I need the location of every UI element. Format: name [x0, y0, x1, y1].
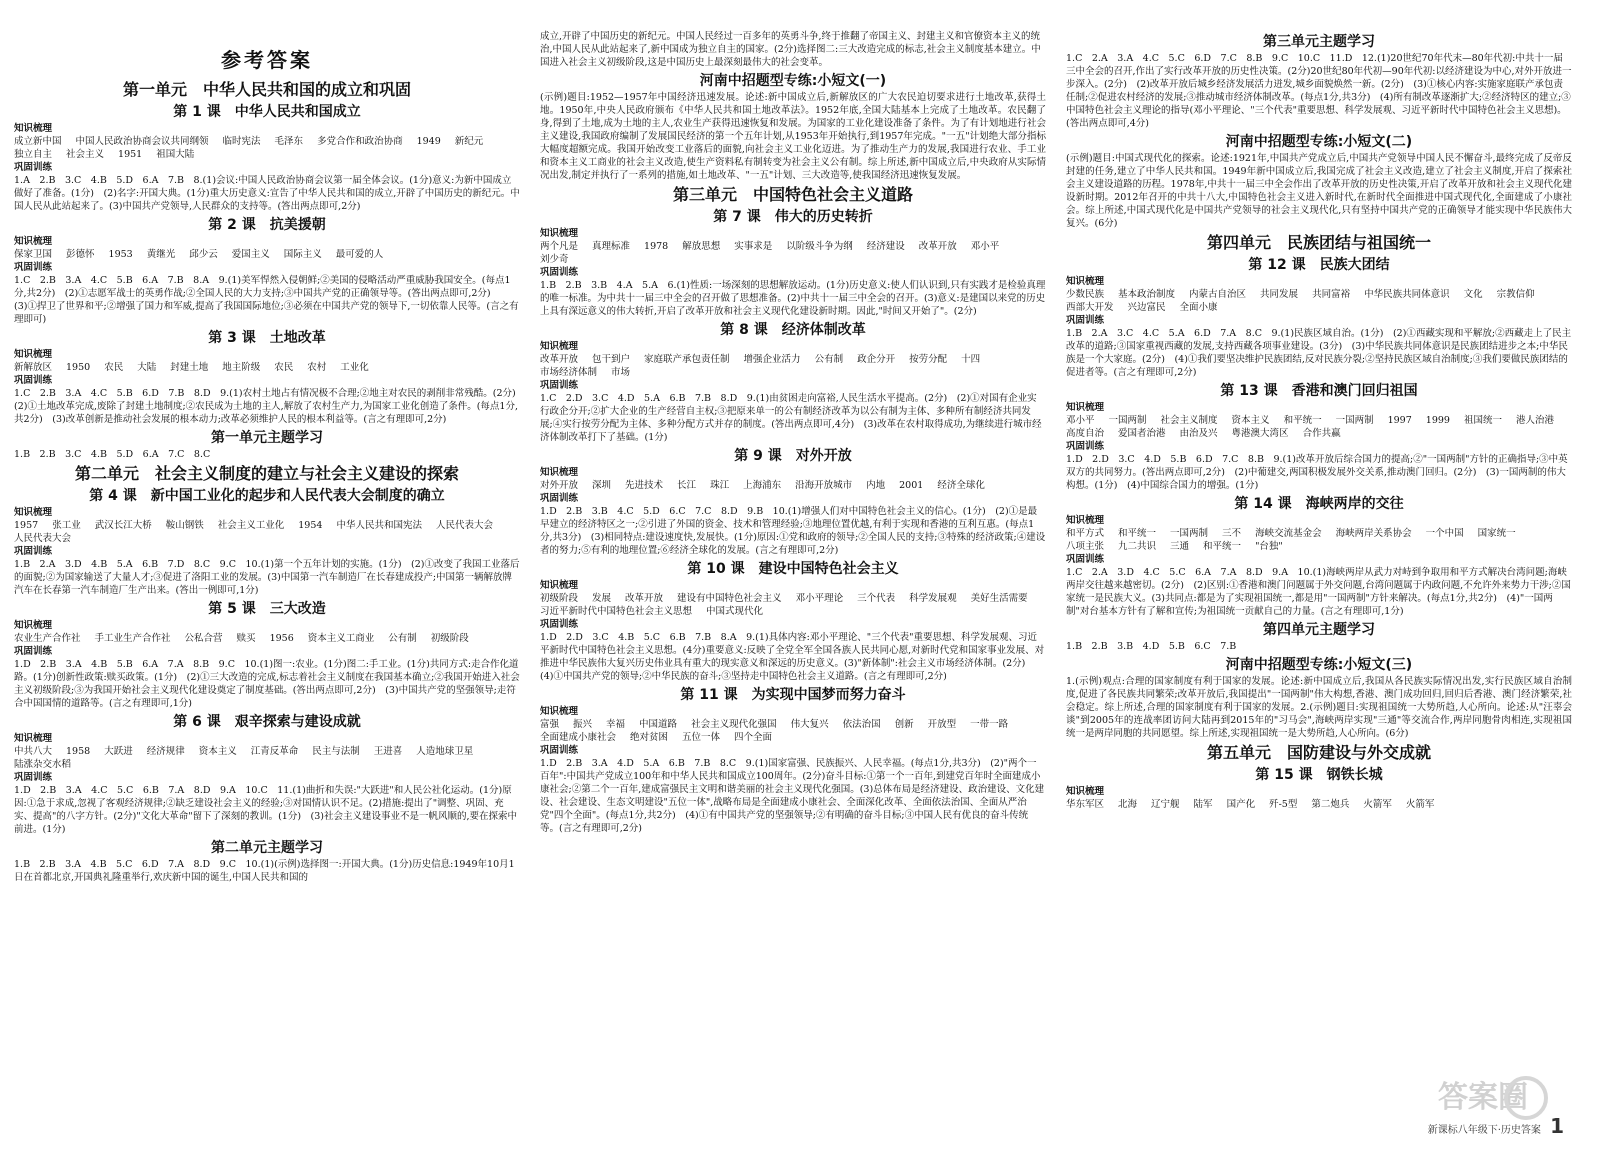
lesson-3-knowledge-label: 知识梳理 [14, 349, 53, 360]
term: 经济建设 [866, 241, 905, 252]
unit-1-heading: 第一单元 中华人民共和国的成立和巩固 [122, 80, 411, 99]
term: 中共八大 [14, 746, 53, 757]
term: 1958 [66, 746, 91, 757]
term: 资本主义 [1231, 415, 1270, 426]
term: "台独" [1255, 541, 1283, 552]
lesson-12-knowledge-label: 知识梳理 [1066, 276, 1105, 287]
unit-3-review-title: 第三单元主题学习 [1263, 34, 1375, 50]
term: 和平统一 [1203, 541, 1242, 552]
term: 1953 [108, 249, 133, 260]
term: 高度自治 [1066, 428, 1105, 439]
lesson-12-terms [1066, 288, 1572, 314]
term: 经济规律 [146, 746, 185, 757]
doc-title: 参考答案 [221, 48, 313, 72]
term: 发展 [592, 593, 612, 604]
lesson-14-terms [1066, 527, 1572, 553]
term: 解放思想 [682, 241, 721, 252]
term: 1951 [118, 149, 143, 160]
page-number: 1 [1550, 1114, 1564, 1138]
term: 最可爱的人 [335, 249, 384, 260]
term: 陆涨杂交水稻 [14, 759, 72, 770]
term: 幸福 [606, 719, 626, 730]
zhongkao-essay-3-body: 1.(示例)观点:合理的国家制度有利于国家的发展。论述:新中国成立后,我国从各民族实际情况出发,实行民族区域自治制度,促进了各民族共同繁荣;改革开放后,我国提出"一国两制"伟大构想,香港、澳门成功回归,回归后香港、澳门经济繁荣,社会稳定。综上所述,合理的国家制度有利于国家的发展。2.(示例)题目:实现祖国统一大势所趋,人心所向。论述:从"汪辜会谈"到2005年的连战率团访问大陆再到2015年的"习马会",海峡两岸实现"三通"等交流合作,两岸同胞骨肉相连,实现祖国统一是两岸同胞的共同愿望。综上所述,实现祖国统一是大势所趋,人心所向。(6分) [1066, 676, 1572, 739]
term: 先进技术 [625, 480, 664, 491]
term: 改革开放 [918, 241, 957, 252]
lesson-1-title: 第 1 课 中华人民共和国成立 [173, 104, 361, 120]
lesson-13-title: 第 13 课 香港和澳门回归祖国 [1220, 383, 1418, 399]
term: 毛泽东 [274, 136, 304, 147]
term: 家庭联产承包责任制 [644, 354, 730, 365]
unit-1-review-title: 第一单元主题学习 [211, 430, 323, 446]
term: 以阶级斗争为纲 [786, 241, 853, 252]
term: 按劳分配 [909, 354, 948, 365]
lesson-11-title: 第 11 课 为实现中国梦而努力奋斗 [680, 687, 906, 703]
term: 临时宪法 [222, 136, 261, 147]
term: 邓小平理论 [795, 593, 844, 604]
term: 新解放区 [14, 362, 53, 373]
lesson-3-terms [14, 361, 520, 374]
term: 独立自主 [14, 149, 53, 160]
lesson-14-answers: 1.C 2.A 3.D 4.C 5.C 6.A 7.A 8.D 9.A 10.(1)海峡两岸从武力对峙到争取用和平方式解决台湾问题;海峡两岸交往越来越密切。(2分) (2)区别:①香港和澳门问题属于外交问题,台湾问题属于内政问题,不允许外来势力干涉;②国家统一是民族大义。(3)共同点:都是为了实现祖国统一,都是用"一国两制"方针来解决。(每点1分,共2分) (4)"一国两制"对台基本方针有了解和宣传;为祖国统一贡献自己的力量。(言之有理即可,1分) [1066, 567, 1571, 617]
term: 三不 [1222, 528, 1242, 539]
term: 资本主义工商业 [307, 633, 375, 644]
term: 封建土地 [170, 362, 209, 373]
term: 国产化 [1226, 799, 1256, 810]
lesson-5-practice-label: 巩固训练 [14, 646, 53, 657]
term: 民主与法制 [312, 746, 360, 757]
footer-label: 新课标八年级下·历史答案 [1427, 1125, 1541, 1136]
lesson-9-title: 第 9 课 对外开放 [734, 448, 852, 464]
term: 市场 [611, 367, 631, 378]
lesson-3-practice-label: 巩固训练 [14, 375, 53, 386]
lesson-13-answers: 1.D 2.D 3.C 4.D 5.B 6.D 7.C 8.B 9.(1)改革开放后综合国力的提高;②"一国两制"方针的正确指导;③中英双方的共同努力。(答出两点即可,2分) (2)中葡建交,两国积极发展外交关系,推动澳门回归。(2分) (3)一国两制的伟大构想。(1分) (4)中国综合国力的增强。(1分) [1066, 454, 1568, 491]
term: 公有制 [814, 354, 844, 365]
lesson-10-terms [540, 592, 1046, 618]
term: 赎买 [236, 633, 256, 644]
term: 建设有中国特色社会主义 [677, 593, 782, 604]
term: 刘少奇 [540, 254, 569, 265]
lesson-15-knowledge-label: 知识梳理 [1066, 786, 1105, 797]
term: 歼-5型 [1269, 799, 1298, 810]
term: 沿海开放城市 [795, 480, 853, 491]
term: 公有制 [388, 633, 417, 644]
term: 1954 [298, 520, 323, 531]
lesson-1-knowledge-label: 知识梳理 [14, 123, 53, 134]
term: 农民 [274, 362, 294, 373]
term: 增强企业活力 [743, 354, 801, 365]
term: 多党合作和政治协商 [317, 136, 403, 147]
lesson-14-title: 第 14 课 海峡两岸的交往 [1234, 496, 1404, 512]
term: 邓小平 [1066, 415, 1095, 426]
unit-4-heading: 第四单元 民族团结与祖国统一 [1206, 233, 1431, 252]
term: 共同富裕 [1312, 289, 1351, 300]
term: 市场经济体制 [540, 367, 598, 378]
term: 开放型 [927, 719, 957, 730]
term: 八项主张 [1066, 541, 1105, 552]
term: 少数民族 [1066, 289, 1105, 300]
term: 彭德怀 [66, 249, 95, 260]
term: 改革开放 [540, 354, 579, 365]
term: 辽宁舰 [1151, 799, 1180, 810]
term: 张工业 [52, 520, 81, 531]
term: 社会主义制度 [1160, 415, 1218, 426]
term: 一国两制 [1108, 415, 1147, 426]
term: 政企分开 [857, 354, 896, 365]
term: 人民代表大会 [14, 533, 72, 544]
term: 火箭军 [1405, 799, 1435, 810]
term: 农民 [104, 362, 124, 373]
lesson-10-practice-label: 巩固训练 [540, 619, 579, 630]
term: 1997 [1387, 415, 1412, 426]
lesson-8-terms [540, 353, 1046, 379]
term: 改革开放 [625, 593, 664, 604]
term: 两个凡是 [540, 241, 579, 252]
term: 工业化 [340, 362, 369, 373]
page-footer [1428, 1114, 1564, 1138]
lesson-1-terms [14, 135, 520, 161]
lesson-8-practice-label: 巩固训练 [540, 380, 579, 391]
lesson-3-answers: 1.C 2.B 3.A 4.C 5.B 6.D 7.B 8.D 9.(1)农村土地占有情况极不合理;②地主对农民的剥削非常残酷。(2分) (2)①土地改革完成,废除了封建土地制度;②农民成为土地的主人,解放了农村生产力,为国家工业化创造了条件。(每点1分,共2分) (3)改革创新是推动社会发展的根本动力;改革必须维护人民的根本利益等。(言之有理即可,2分) [14, 388, 526, 425]
term: 和平统一 [1118, 528, 1157, 539]
term: 爱国主义 [231, 249, 270, 260]
term: 珠江 [710, 480, 730, 491]
lesson-4-answers: 1.B 2.A 3.D 4.B 5.A 6.B 7.D 8.C 9.C 10.(1)第一个五年计划的实施。(1分) (2)①改变了我国工业落后的面貌;②为国家输送了大量人才;③促进了洛阳工业的发展。(3)中国第一汽车制造厂在长春建成投产;中国第一辆解放牌汽车在长春第一汽车制造厂生产出来。(答出一例即可,1分) [14, 559, 520, 596]
lesson-9-terms [540, 479, 1046, 492]
term: 1957 [14, 520, 39, 531]
lesson-1-practice-label: 巩固训练 [14, 162, 53, 173]
term: 粤港澳大湾区 [1231, 428, 1289, 439]
lesson-6-title: 第 6 课 艰辛探索与建设成就 [173, 714, 361, 730]
term: 海峡两岸关系协会 [1335, 528, 1412, 539]
unit-2-review-title: 第二单元主题学习 [211, 840, 323, 856]
term: 和平统一 [1283, 415, 1322, 426]
lesson-10-knowledge-label: 知识梳理 [540, 580, 579, 591]
term: 海峡交流基金会 [1255, 528, 1322, 539]
term: 1999 [1425, 415, 1450, 426]
term: 江青反革命 [250, 746, 299, 757]
unit-3-review-answers: 1.C 2.A 3.A 4.C 5.C 6.D 7.C 8.B 9.C 10.C 11.D 12.(1)20世纪70年代末—80年代初:中共十一届三中全会的召开,作出了实行改革开放的历史性决策。(2分)20世纪80年代初—90年代初:以经济建设为中心,对外开放进一步深入。(2分) (2)改革开放后城乡经济发展活力迸发,城乡面貌焕然一新。(2分) (3)①核心内容:实施家庭联产承包责任制;②促进农村经济的发展;③推动城市经济体制改革。(每点1分,共3分) (4)所有制改革逐渐扩大;②经济特区的建立;③中国特色社会主义理论的指导(邓小平理论、"三个代表"重要思想、科学发展观、习近平新时代中国特色社会主义思想)。(答出两点即可,4分) [1066, 53, 1572, 129]
term: 内蒙古自治区 [1189, 289, 1247, 300]
term: 四个全面 [734, 732, 773, 743]
term: 一带一路 [970, 719, 1009, 730]
lesson-9-knowledge-label: 知识梳理 [540, 467, 579, 478]
term: 真理标准 [592, 241, 631, 252]
lesson-14-practice-label: 巩固训练 [1066, 554, 1105, 565]
unit-2-heading: 第二单元 社会主义制度的建立与社会主义建设的探索 [74, 464, 459, 483]
term: 文化 [1463, 289, 1483, 300]
term: 中国式现代化 [706, 606, 764, 617]
term: 鞍山钢铁 [165, 520, 204, 531]
term: 国际主义 [283, 249, 322, 260]
term: 九二共识 [1118, 541, 1157, 552]
lesson-8-knowledge-label: 知识梳理 [540, 341, 579, 352]
lesson-10-answers: 1.D 2.D 3.C 4.B 5.C 6.B 7.B 8.A 9.(1)具体内容:邓小平理论、"三个代表"重要思想、科学发展观、习近平新时代中国特色社会主义思想。(4分)重要意义:反映了全党全军全国各族人民共同心愿,对新时代党和国家事业发展、对推进中华民族伟大复兴历史伟业具有重大的现实意义和深远的历史意义。(3)"新体制":社会主义市场经济体制。(2分) (4)①中国共产党的领导;②中华民族的奋斗;③坚持走中国特色社会主义道路。(言之有理即可,2分) [540, 632, 1045, 682]
lesson-15-terms [1066, 798, 1572, 811]
term: 公私合营 [184, 633, 223, 644]
term: 一国两制 [1335, 415, 1374, 426]
lesson-8-title: 第 8 课 经济体制改革 [720, 322, 866, 338]
lesson-2-answers: 1.C 2.B 3.A 4.C 5.B 6.A 7.B 8.A 9.(1)美军悍然入侵朝鲜;②美国的侵略活动严重威胁我国安全。(每点1分,共2分) (2)①志愿军战士的英勇作战;②全国人民的大力支持;③中国共产党的正确领导等。(答出两点即可,2分) (3)①捍卫了世界和平;②增强了国力和军威,提高了我国国际地位;③必须在中国共产党的领导下,一切依靠人民等。(言之有理即可) [14, 275, 519, 325]
term: 人造地球卫星 [416, 746, 474, 757]
term: 富强 [540, 719, 560, 730]
term: 实事求是 [734, 241, 773, 252]
term: 华东军区 [1066, 799, 1105, 810]
term: 中国道路 [639, 719, 678, 730]
lesson-15-title: 第 15 课 钢铁长城 [1255, 767, 1383, 783]
term: 北海 [1118, 799, 1138, 810]
lesson-2-knowledge-label: 知识梳理 [14, 236, 53, 247]
unit-3-heading: 第三单元 中国特色社会主义道路 [672, 185, 913, 204]
lesson-4-practice-label: 巩固训练 [14, 546, 53, 557]
watermark-text: 答案圈 [1438, 1080, 1528, 1115]
lesson-11-practice-label: 巩固训练 [540, 745, 579, 756]
lesson-9-answers: 1.D 2.B 3.B 4.C 5.D 6.C 7.C 8.D 9.B 10.(1)增强人们对中国特色社会主义的信心。(1分) (2)①是最早建立的经济特区之一;②引进了外国的资金、技术和管理经验;③地理位置优越,有利于实现和香港的互利互惠。(每点1分,共3分) (3)相同特点:建设速度快,发展快。(1分)原因:①党和政府的领导;②全国人民的支持;③特殊的经济政策;④建设者的努力;⑤有利的地理位置;⑥经济全球化的发展。(言之有理即可,2分) [540, 506, 1046, 556]
lesson-3-title: 第 3 课 土地改革 [208, 330, 326, 346]
term: 伟大复兴 [790, 719, 829, 730]
term: 爱国者治港 [1118, 428, 1166, 439]
lesson-2-practice-label: 巩固训练 [14, 262, 53, 273]
term: 火箭军 [1363, 799, 1392, 810]
lesson-6-knowledge-label: 知识梳理 [14, 733, 53, 744]
term: 2001 [899, 480, 924, 491]
term: 初级阶段 [430, 633, 469, 644]
lesson-5-answers: 1.D 2.B 3.A 4.B 5.B 6.A 7.A 8.B 9.C 10.(1)图一:农业。(1分)图二:手工业。(1分)共同方式:走合作化道路。(1分)创新性政策:赎买政策。(1分) (2)①三大改造的完成,标志着社会主义制度在我国基本确立;②我国开始进入社会主义初级阶段;③为我国开始社会主义现代化建设奠定了制度基础。(答出两点即可,2分) (3)中国共产党的坚强领导;走符合中国国情的道路等。(言之有理即可,1分) [14, 659, 520, 709]
lesson-11-terms [540, 718, 1046, 744]
term: 保家卫国 [14, 249, 53, 260]
term: 陆军 [1193, 799, 1213, 810]
term: 一国两制 [1170, 528, 1209, 539]
lesson-2-title: 第 2 课 抗美援朝 [208, 217, 326, 233]
term: 大陆 [137, 362, 157, 373]
term: 内地 [866, 480, 886, 491]
column-3 [1066, 30, 1572, 1140]
term: 初级阶段 [540, 593, 579, 604]
column-2 [540, 30, 1046, 1140]
term: 基本政治制度 [1118, 289, 1176, 300]
column-1 [14, 30, 526, 1140]
term: 由治及兴 [1179, 428, 1218, 439]
lesson-4-terms [14, 519, 520, 545]
lesson-7-practice-label: 巩固训练 [540, 267, 579, 278]
term: 科学发展观 [909, 593, 957, 604]
term: 第二炮兵 [1311, 799, 1350, 810]
lesson-10-title: 第 10 课 建设中国特色社会主义 [687, 561, 899, 577]
lesson-5-title: 第 5 课 三大改造 [208, 601, 326, 617]
zhongkao-essay-1-title: 河南中招题型专练:小短文(一) [699, 73, 887, 89]
unit-4-review-title: 第四单元主题学习 [1263, 622, 1375, 638]
term: 人民代表大会 [435, 520, 493, 531]
lesson-13-practice-label: 巩固训练 [1066, 441, 1105, 452]
term: 社会主义现代化强国 [691, 719, 777, 730]
term: 深圳 [592, 480, 612, 491]
lesson-7-title: 第 7 课 伟大的历史转折 [713, 209, 873, 225]
term: 十四 [961, 354, 981, 365]
term: 和平方式 [1066, 528, 1105, 539]
term: 1956 [269, 633, 294, 644]
zhongkao-essay-1-body: (示例)题目:1952—1957年中国经济迅速发展。论述:新中国成立后,新解放区的广大农民迫切要求进行土地改革,获得土地。1950年,中央人民政府颁布《中华人民共和国土地改革法》。1952年底,全国大陆基本上完成了土地改革。农民翻了身,得到了土地,成为土地的主人,农业生产获得迅速恢复和发展。为国家的工业化建设准备了条件。为了有计划地进行社会主义建设,我国政府编制了发展国民经济的第一个五年计划,从1953年开始执行,到1957年完成。"一五"计划绝大部分指标大幅度超额完成。我国开始改变工业落后的面貌,向社会主义工业化迈进。为了推动生产力的发展,我国进行农业、手工业和资本主义工商业的社会主义改造,使生产资料私有制转变为社会主义公有制。综上所述,新中国成立后,中央政府从实际情况出发,制定并执行了一系列的措施,如土地改革、"一五"计划、三大改造等,使我国经济迅速恢复发展。 [540, 92, 1046, 181]
term: 全面建成小康社会 [540, 732, 617, 743]
term: 王进喜 [373, 746, 403, 757]
term: 创新 [894, 719, 914, 730]
term: 社会主义 [66, 149, 105, 160]
term: 中国人民政治协商会议共同纲领 [75, 136, 209, 147]
lesson-12-practice-label: 巩固训练 [1066, 315, 1105, 326]
term: 全面小康 [1179, 302, 1218, 313]
term: 成立新中国 [14, 136, 62, 147]
term: 宗教信仰 [1496, 289, 1535, 300]
term: 手工业生产合作社 [94, 633, 171, 644]
unit-2-review-continued: 成立,开辟了中国历史的新纪元。中国人民经过一百多年的英勇斗争,终于推翻了帝国主义、封建主义和官僚资本主义的统治,中国人民从此站起来了,新中国成为独立自主的国家。(2分)选择图二:三大改造完成的标志,社会主义制度基本建立。中国进入社会主义初级阶段,这是中国历史上最深刻最伟大的社会变革。 [540, 31, 1041, 68]
term: 社会主义工业化 [217, 520, 285, 531]
term: 邓小平 [970, 241, 1000, 252]
term: 长江 [677, 480, 697, 491]
term: 西部大开发 [1066, 302, 1114, 313]
lesson-4-title: 第 4 课 新中国工业化的起步和人民代表大会制度的确立 [89, 488, 445, 504]
lesson-13-knowledge-label: 知识梳理 [1066, 402, 1105, 413]
unit-5-heading: 第五单元 国防建设与外交成就 [1206, 743, 1431, 762]
term: 1950 [66, 362, 91, 373]
lesson-2-terms [14, 248, 520, 261]
term: 合作共赢 [1302, 428, 1341, 439]
term: 绝对贫困 [630, 732, 669, 743]
lesson-7-terms [540, 240, 1046, 266]
term: 祖国大陆 [156, 149, 195, 160]
term: 大跃进 [104, 746, 133, 757]
lesson-14-knowledge-label: 知识梳理 [1066, 515, 1105, 526]
lesson-9-practice-label: 巩固训练 [540, 493, 579, 504]
term: 经济全球化 [937, 480, 985, 491]
term: 兴边富民 [1127, 302, 1166, 313]
lesson-11-answers: 1.D 2.B 3.A 4.D 5.A 6.B 7.B 8.C 9.(1)国家富强、民族振兴、人民幸福。(每点1分,共3分) (2)"两个一百年":中国共产党成立100年和中华人民共和国成立100周年。(2分)奋斗目标:①第一个一百年,到建党百年时全面建成小康社会;②第二个一百年,建成富强民主文明和谐美丽的社会主义现代化强国。(3)总体布局是经济建设、政治建设、文化建设、社会建设、生态文明建设"五位一体",战略布局是全面建成小康社会、全面深化改革、全面依法治国、全面从严治党"四个全面"。(每点1分,共2分) (4)①有中国共产党的坚强领导;②有明确的奋斗目标;③中国人民有优良的奋斗传统等。(言之有理即可,2分) [540, 758, 1045, 834]
term: 1978 [644, 241, 669, 252]
term: 资本主义 [198, 746, 237, 757]
unit-1-review-answers: 1.B 2.B 3.C 4.B 5.D 6.A 7.C 8.C [14, 449, 211, 460]
term: 对外开放 [540, 480, 579, 491]
lesson-1-answers: 1.A 2.B 3.C 4.B 5.D 6.A 7.B 8.(1)会议:中国人民政治协商会议第一届全体会议。(1分)意义:为新中国成立做好了准备。(1分) (2)名字:开国大典。(1分)重大历史意义:宣告了中华人民共和国的成立,开辟了中国历史的新纪元。中国人民从此站起来了。(3)中国共产党领导,人民群众的支持等。(答出两点即可,2分) [14, 175, 520, 212]
term: 共同发展 [1260, 289, 1299, 300]
lesson-7-knowledge-label: 知识梳理 [540, 228, 579, 239]
term: 1949 [416, 136, 441, 147]
term: 新纪元 [454, 136, 484, 147]
term: 习近平新时代中国特色社会主义思想 [540, 606, 693, 617]
term: 中华民族共同体意识 [1364, 289, 1450, 300]
lesson-7-answers: 1.B 2.B 3.B 4.A 5.A 6.(1)性质:一场深刻的思想解放运动。(1分)历史意义:使人们认识到,只有实践才是检验真理的唯一标准。为中共十一届三中全会的召开做了思想准备。(2)中共十一届三中全会的召开。(3)意义:是建国以来党的历史上具有深远意义的伟大转折,开启了改革开放和社会主义现代化建设新时期。因此,"时间又开始了"。(2分) [540, 280, 1046, 317]
term: 邱少云 [189, 249, 218, 260]
lesson-12-answers: 1.B 2.A 3.C 4.C 5.A 6.D 7.A 8.C 9.(1)民族区域自治。(1分) (2)①西藏实现和平解放;②西藏走上了民主改革的道路;③国家重视西藏的发展,支持西藏各项事业建设。(3分) (3)中华民族共同体意识是民族团结进步之本;中华民族是一个大家庭。(2分) (4)①我们要坚决维护民族团结,反对民族分裂;②坚持民族区域自治制度;③我们要做民族团结的促进者等。(言之有理即可,2分) [1066, 328, 1572, 378]
lesson-11-knowledge-label: 知识梳理 [540, 706, 579, 717]
term: 一个中国 [1425, 528, 1464, 539]
term: 三通 [1170, 541, 1190, 552]
term: 武汉长江大桥 [94, 520, 152, 531]
term: 三个代表 [857, 593, 896, 604]
unit-2-review-answers: 1.B 2.B 3.A 4.B 5.C 6.D 7.A 8.D 9.C 10.(1)(示例)选择图一:开国大典。(1分)历史信息:1949年10月1日在首都北京,开国典礼隆重举行,欢庆新中国的诞生,中国人民共和国的 [14, 859, 515, 883]
lesson-5-terms [14, 632, 520, 645]
term: 五位一体 [682, 732, 721, 743]
term: 地主阶级 [222, 362, 261, 373]
term: 中华人民共和国宪法 [336, 520, 422, 531]
lesson-6-practice-label: 巩固训练 [14, 772, 53, 783]
unit-4-review-answers: 1.B 2.B 3.B 4.D 5.B 6.C 7.B [1066, 641, 1237, 652]
lesson-4-knowledge-label: 知识梳理 [14, 507, 53, 518]
term: 包干到户 [592, 354, 631, 365]
term: 依法治国 [842, 719, 881, 730]
lesson-5-knowledge-label: 知识梳理 [14, 620, 53, 631]
lesson-6-terms [14, 745, 520, 771]
term: 农村 [307, 362, 327, 373]
zhongkao-essay-2-body: (示例)题目:中国式现代化的探索。论述:1921年,中国共产党成立后,中国共产党领导中国人民不懈奋斗,最终完成了反帝反封建的任务,建立了中华人民共和国。1949年新中国成立后,我国完成了社会主义改造,建立了社会主义制度,开启了探索社会主义建设道路的历程。1978年,中共十一届三中全会作出了改革开放的历史性决策,开启了改革开放和社会主义现代化建设新时期。2012年召开的中共十八大,中国特色社会主义进入新时代,在新时代全面推进中国式现代化,全面建成了小康社会。综上所述,中国式现代化是中国共产党领导的社会主义现代化,只有坚持中国共产党的正确领导才能实现中华民族伟大复兴。(6分) [1066, 153, 1572, 229]
term: 祖国统一 [1463, 415, 1502, 426]
lesson-12-title: 第 12 课 民族大团结 [1248, 257, 1390, 273]
term: 国家统一 [1477, 528, 1516, 539]
term: 上海浦东 [743, 480, 782, 491]
zhongkao-essay-2-title: 河南中招题型专练:小短文(二) [1225, 134, 1413, 150]
term: 港人治港 [1515, 415, 1554, 426]
term: 美好生活需要 [970, 593, 1028, 604]
lesson-13-terms [1066, 414, 1572, 440]
term: 振兴 [573, 719, 593, 730]
lesson-8-answers: 1.C 2.D 3.C 4.D 5.A 6.B 7.B 8.D 9.(1)由贫困走向富裕,人民生活水平提高。(2分) (2)①对国有企业实行政企分开;②扩大企业的生产经营自主权;③把原来单一的公有制经济改革为以公有制为主体、多种所有制经济共同发展;④实行按劳分配为主体、多种分配方式并存的制度。(答出两点即可,4分) (3)改革在农村取得成功,为继续进行城市经济体制改革打下了基础。(1分) [540, 393, 1042, 443]
zhongkao-essay-3-title: 河南中招题型专练:小短文(三) [1225, 657, 1413, 673]
term: 黄继光 [146, 249, 176, 260]
term: 农业生产合作社 [14, 633, 81, 644]
lesson-6-answers: 1.D 2.B 3.A 4.C 5.C 6.B 7.A 8.D 9.A 10.C 11.(1)曲折和失误:"大跃进"和人民公社化运动。(1分)原因:①急于求成,忽视了客观经济规律;②缺乏建设社会主义的经验;③对国情认识不足。(2)措施:提出了"调整、巩固、充实、提高"的八字方针。(2分)"文化大革命"留下了深刻的教训。(1分) (3)社会主义建设事业不是一帆风顺的,要在探索中前进。(1分) [14, 785, 518, 835]
